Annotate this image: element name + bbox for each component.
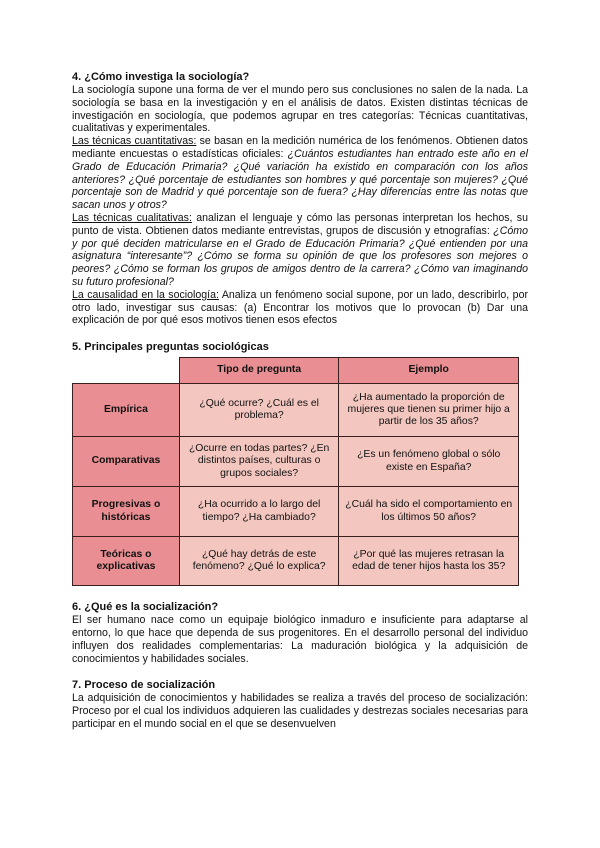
section-5-title: 5. Principales preguntas sociológicas — [72, 341, 269, 354]
row-label: Progresivas o históricas — [73, 487, 180, 537]
section-6-title: 6. ¿Qué es la socialización? — [72, 601, 219, 614]
table-row — [73, 437, 519, 487]
qualitative-paragraph — [72, 212, 528, 289]
header-example: Ejemplo — [339, 358, 519, 384]
section-4-intro: La sociología supone una forma de ver el mundo pero sus conclusiones no salen de la nada. La sociología se basa en la investigación y en el análisis de datos. Existen distintas técnicas de investigación en sociología, que podemos agrupar en tres categorías: Técnicas cuantitativas, cualitativas y experimentales. — [72, 84, 528, 135]
causality-paragraph — [72, 289, 528, 327]
example-cell: ¿Cuál ha sido el comportamiento en los últimos 50 años? — [339, 487, 519, 537]
quantitative-paragraph — [72, 135, 528, 212]
document-page — [72, 70, 528, 731]
quantitative-label: Las técnicas cuantitativas: — [72, 135, 197, 148]
causality-label: La causalidad en la sociología: — [72, 288, 219, 301]
question-cell: ¿Qué hay detrás de este fenómeno? ¿Qué lo explica? — [179, 537, 339, 586]
table-row — [73, 537, 519, 586]
sociological-questions-table — [72, 357, 519, 586]
table-corner — [73, 358, 180, 384]
section-7-text: La adquisición de conocimientos y habilidades se realiza a través del proceso de socialización: Proceso por el cual los individuos adquieren las cualidades y destrezas sociales necesarias para participar en el mundo social en el que se desenvuelven — [72, 692, 528, 730]
example-cell: ¿Ha aumentado la proporción de mujeres que tienen su primer hijo a partir de los 35 años? — [339, 384, 519, 437]
section-4-title: 4. ¿Cómo investiga la sociología? — [72, 71, 250, 83]
row-label: Teóricas o explicativas — [73, 537, 180, 586]
causality-text: Analiza un fenómeno social supone, por un lado, describirlo, por otro lado, investigar sus causas: (a) Encontrar los motivos que lo provocan (b) Dar una explicación de por qué esos motivos tienen esos efectos — [72, 288, 528, 327]
qualitative-examples: ¿Cómo y por qué deciden matricularse en el Grado de Educación Primaria? ¿Qué entienden por una asignatura “interesante”? ¿Cómo se forma su opinión de que los profesores son mejores o peores? ¿Cómo se forman los grupos de amigos dentro de la carrera? ¿Cómo van imaginando su futuro profesional? — [72, 224, 528, 288]
table-header-row — [73, 358, 519, 384]
table-row — [73, 384, 519, 437]
row-label: Comparativas — [73, 437, 180, 487]
header-question-type: Tipo de pregunta — [179, 358, 339, 384]
example-cell: ¿Es un fenómeno global o sólo existe en España? — [339, 437, 519, 487]
qualitative-text: analizan el lenguaje y cómo las personas interpretan los hechos, su punto de vista. Obtienen datos mediante entrevistas, grupos de discusión y etnografías: — [72, 211, 528, 237]
qualitative-label: Las técnicas cualitativas: — [72, 211, 192, 224]
row-label: Empírica — [73, 384, 180, 437]
section-7-title: 7. Proceso de socialización — [72, 679, 216, 692]
quantitative-text: se basan en la medición numérica de los fenómenos. Obtienen datos mediante encuestas o estadísticas oficiales: — [72, 135, 528, 160]
question-cell: ¿Qué ocurre? ¿Cuál es el problema? — [179, 384, 339, 437]
question-cell: ¿Ocurre en todas partes? ¿En distintos países, culturas o grupos sociales? — [179, 437, 339, 487]
question-cell: ¿Ha ocurrido a lo largo del tiempo? ¿Ha cambiado? — [179, 487, 339, 537]
table-row — [73, 487, 519, 537]
example-cell: ¿Por qué las mujeres retrasan la edad de tener hijos hasta los 35? — [339, 537, 519, 586]
section-6-text: El ser humano nace como un equipaje biológico inmaduro e insuficiente para adaptarse al entorno, lo que hace que dependa de sus progenitores. En el desarrollo personal del individuo influyen dos realidades complementarias: La maduración biológica y la adquisición de conocimientos y habilidades sociales. — [72, 614, 528, 665]
quantitative-examples: ¿Cuántos estudiantes han entrado este año en el Grado de Educación Primaria? ¿Qué variación ha existido en comparación con los años anteriores? ¿Qué porcentaje de estudiantes son hombres y qué porcentaje son mujeres? ¿Qué porcentaje son de Madrid y qué porcentaje son de fuera? ¿Hay diferencias entre las notas que sacan unos y otros? — [72, 147, 528, 212]
